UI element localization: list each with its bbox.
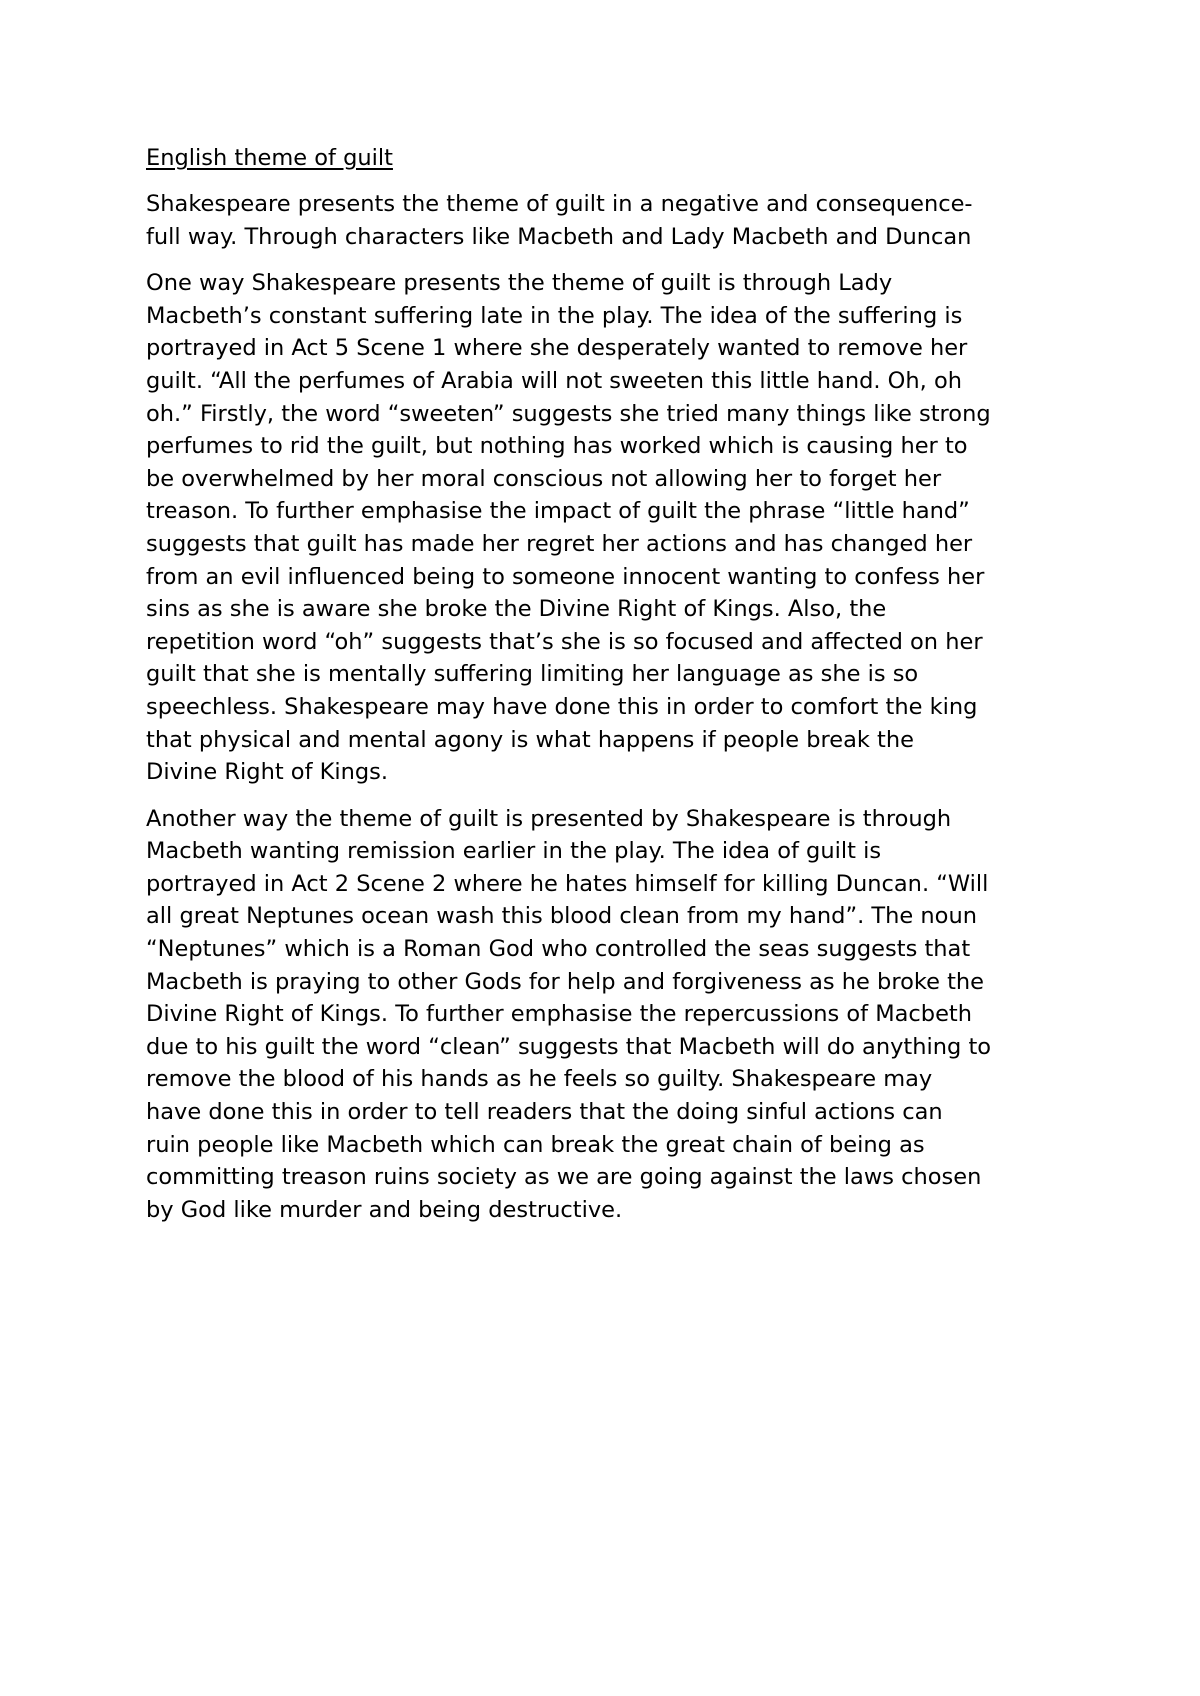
- text-line: treason. To further emphasise the impact of guilt the phrase “little hand”: [146, 498, 970, 525]
- document-title: English theme of guilt: [146, 145, 393, 171]
- text-line: “Neptunes” which is a Roman God who controlled the seas suggests that: [146, 936, 971, 963]
- text-line: Macbeth wanting remission earlier in the play. The idea of guilt is: [146, 838, 882, 865]
- text-line: all great Neptunes ocean wash this blood clean from my hand”. The noun: [146, 903, 977, 930]
- text-line: speechless. Shakespeare may have done this in order to comfort the king: [146, 693, 978, 720]
- text-line: sins as she is aware she broke the Divine Right of Kings. Also, the: [146, 596, 887, 623]
- paragraph: [146, 188, 1076, 253]
- text-line: remove the blood of his hands as he feels so guilty. Shakespeare may: [146, 1066, 933, 1093]
- text-line: portrayed in Act 5 Scene 1 where she desperately wanted to remove her: [146, 335, 968, 362]
- text-line: due to his guilt the word “clean” suggests that Macbeth will do anything to: [146, 1033, 992, 1060]
- text-line: be overwhelmed by her moral conscious not allowing her to forget her: [146, 465, 942, 492]
- text-line: have done this in order to tell readers that the doing sinful actions can: [146, 1099, 943, 1126]
- text-line: guilt that she is mentally suffering limiting her language as she is so: [146, 661, 919, 688]
- text-line: Macbeth’s constant suffering late in the play. The idea of the suffering is: [146, 302, 963, 329]
- document-body: [146, 142, 1076, 1240]
- text-line: from an evil influenced being to someone innocent wanting to confess her: [146, 563, 985, 590]
- text-line: ruin people like Macbeth which can break the great chain of being as: [146, 1131, 925, 1158]
- text-line: Divine Right of Kings.: [146, 759, 389, 786]
- paragraph-list: [146, 188, 1076, 1226]
- text-line: Another way the theme of guilt is presented by Shakespeare is through: [146, 805, 952, 832]
- text-line: Shakespeare presents the theme of guilt in a negative and consequence-: [146, 191, 973, 217]
- text-line: perfumes to rid the guilt, but nothing has worked which is causing her to: [146, 433, 968, 460]
- text-line: portrayed in Act 2 Scene 2 where he hates himself for killing Duncan. “Will: [146, 870, 989, 897]
- text-line: repetition word “oh” suggests that’s she is so focused and affected on her: [146, 628, 983, 655]
- text-line: Macbeth is praying to other Gods for help and forgiveness as he broke the: [146, 968, 984, 995]
- paragraph: [146, 803, 1076, 1227]
- text-line: suggests that guilt has made her regret her actions and has changed her: [146, 530, 973, 557]
- text-line: that physical and mental agony is what happens if people break the: [146, 726, 914, 753]
- text-line: Divine Right of Kings. To further emphasise the repercussions of Macbeth: [146, 1001, 972, 1028]
- text-line: oh.” Firstly, the word “sweeten” suggests she tried many things like strong: [146, 400, 991, 427]
- text-line: by God like murder and being destructive.: [146, 1196, 623, 1223]
- paragraph: [146, 267, 1076, 789]
- text-line: One way Shakespeare presents the theme of guilt is through Lady: [146, 270, 893, 297]
- text-line: full way. Through characters like Macbeth and Lady Macbeth and Duncan: [146, 223, 972, 250]
- text-line: guilt. “All the perfumes of Arabia will not sweeten this little hand. Oh, oh: [146, 367, 962, 394]
- text-line: committing treason ruins society as we are going against the laws chosen: [146, 1164, 982, 1191]
